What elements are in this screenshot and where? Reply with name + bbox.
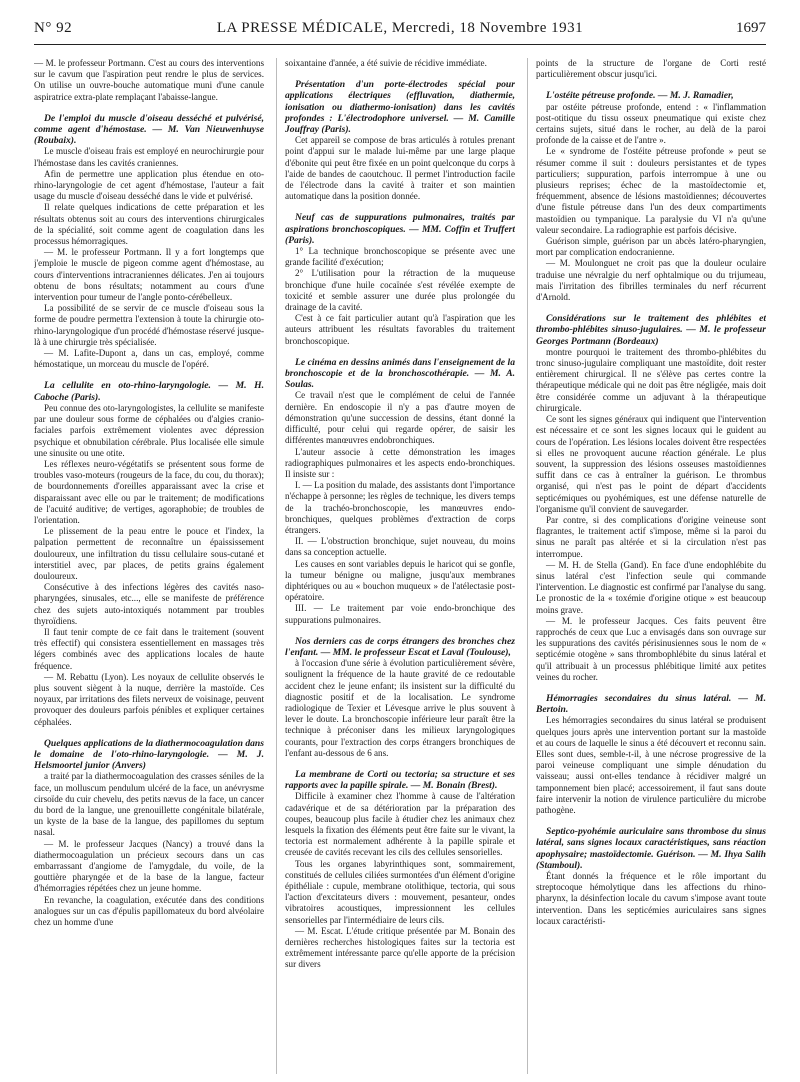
body-paragraph: La possibilité de se servir de ce muscle d'oiseau sous la forme de poudre permettra l'extension à toute la chirurgie oto-rhino-laryngologique d'un procédé d'hémostase réservé jusque-là à une chirurgie très spécialisée. bbox=[34, 303, 264, 347]
abstract-section bbox=[34, 380, 264, 727]
body-paragraph: Il faut tenir compte de ce fait dans le traitement (souvent très effectif) qui consistera essentiellement en massages très légers combinés avec des applications locales de haute fréquence. bbox=[34, 626, 264, 671]
body-paragraph: montre pourquoi le traitement des thrombo-phlébites du tronc sinuso-jugulaire compliquant une mastoïdite, doit rester entièrement chirurgical. Il ne s'élève pas certes contre la thérapeutique médicale qui ne doit pas être négligée, mais doit être considérée comme un adjuvant à la thérapeutique chirurgicale. bbox=[536, 346, 766, 413]
abstract-section bbox=[285, 769, 515, 971]
body-paragraph: Les causes en sont variables depuis le haricot qui se gonfle, la tumeur bénigne ou maligne, jusqu'aux membranes diphtériques ou au « bouchon muqueux » de l'atélectasie post-opératoire. bbox=[285, 558, 515, 603]
body-paragraph: — M. le professeur Portmann. C'est au cours des interventions sur le cavum que l'aspiration peut rendre le plus de services. On utilise un ouvre-bouche automatique muni d'une canule aspiratrice extra-plate remplaçant l'abaisse-langue. bbox=[34, 58, 264, 102]
body-paragraph: par ostéite pétreuse profonde, entend : « l'inflammation post-otitique du tissu osseux pneumatique qui existe chez certains sujets, situé dans le rocher, au delà de la paroi profonde de la caisse et de l'antre ». bbox=[536, 101, 766, 146]
abstract-section bbox=[536, 90, 766, 303]
abstract-section bbox=[34, 113, 264, 371]
abstract-section bbox=[536, 826, 766, 927]
abstract-section bbox=[536, 313, 766, 683]
body-paragraph: Afin de permettre une application plus étendue en oto-rhino-laryngologie de cet agent d'hémostase, l'auteur a fait usage du muscle d'oiseau desséché dans le vide et pulvérisé. bbox=[34, 168, 264, 202]
body-paragraph: — M. Escat. L'étude critique présentée par M. Bonain des dernières recherches histologiques faites sur la tectoria est extrêmement intéressante parce qu'elle apporte de la précision sur divers bbox=[285, 925, 515, 970]
abstract-section bbox=[34, 738, 264, 928]
abstract-heading: L'ostéite pétreuse profonde. — M. J. Ramadier, bbox=[546, 90, 734, 102]
abstract-heading: Neuf cas de suppurations pulmonaires, traités par aspirations bronchoscopiques. — MM. Coffin et Truffert (Paris). bbox=[285, 212, 515, 246]
abstract-heading: Présentation d'un porte-électrodes spécial pour applications électriques (effluvation, diathermie, ionisation ou diathermo-ionisation) dans les cavités profondes : L'électrodophore universel. — M. Camille Jouffray (Paris). bbox=[285, 79, 515, 136]
abstract-heading: Nos derniers cas de corps étrangers des bronches chez l'enfant. — MM. le professeur Escat et Laval (Toulouse), bbox=[285, 635, 515, 658]
column-left bbox=[34, 58, 264, 1074]
abstract-heading: Considérations sur le traitement des phlébites et thrombo-phlébites sinuso-jugulaires. — M. le professeur Georges Portmann (Bordeaux) bbox=[536, 313, 766, 347]
abstract-section bbox=[285, 58, 515, 69]
journal-title-date: LA PRESSE MÉDICALE, Mercredi, 18 Novembre 1931 bbox=[216, 20, 584, 36]
abstract-section bbox=[34, 58, 264, 103]
body-paragraph: I. — La position du malade, des assistants dont l'importance n'échappe à personne; les règles de technique, les divers temps de la trachéo-bronchoscopie, les manœuvres endo-bronchiques, quelques problèmes d'extraction de corps étrangers. bbox=[285, 480, 515, 535]
body-paragraph: Tous les organes labyrinthiques sont, sommairement, constitués de cellules ciliées surmontées d'un élément d'origine épithéliale : cupule, membrane otolithique, tectoria, qui sous l'action d'excitateurs divers : mouvement, pesanteur, ondes vibratoires acoustiques, impressionnent les cellules sensorielles par l'intermédiaire de leurs cils. bbox=[285, 858, 515, 925]
abstract-heading: La cellulite en oto-rhino-laryngologie. — M. H. Caboche (Paris). bbox=[34, 380, 264, 403]
body-paragraph: — M. le professeur Portmann. Il y a fort longtemps que j'emploie le muscle de pigeon comme agent d'hémostase, au cours d'interventions intracraniennes délicates. J'en ai toujours obtenu de bons résultats; notamment au cours d'une intervention pour tumeur de l'angle ponto-cérébelleux. bbox=[34, 247, 264, 303]
body-paragraph: Le plissement de la peau entre le pouce et l'index, la palpation permettent de reconnaître un épaississement douloureux, une infiltration du tissu cellulaire sous-cutané et interstitiel avec, par places, de petits grains également douloureux. bbox=[34, 526, 264, 581]
body-paragraph: L'auteur associe à cette démonstration les images radiographiques pulmonaires et les aspects endo-bronchiques. Il insiste sur : bbox=[285, 446, 515, 479]
body-paragraph: Guérison simple, guérison par un abcès latéro-pharyngien, mort par complication endocranienne. bbox=[536, 236, 766, 258]
body-paragraph: Par contre, si des complications d'origine veineuse sont flagrantes, le traitement actif s'impose, même si la paroi du sinus ne paraît pas altérée et si la circulation n'est pas interrompue. bbox=[536, 514, 766, 559]
abstract-heading: Quelques applications de la diathermocoagulation dans le domaine de l'oto-rhino-laryngologie. — M. J. Helsmoortel junior (Anvers) bbox=[34, 737, 264, 772]
body-paragraph: — M. Lafite-Dupont a, dans un cas, employé, comme hémostatique, un morceau du muscle de l'opéré. bbox=[34, 348, 264, 370]
abstract-heading: Le cinéma en dessins animés dans l'enseignement de la bronchoscopie et de la bronchoscothérapie. — M. A. Soulas. bbox=[285, 356, 515, 391]
body-paragraph: 2° L'utilisation pour la rétraction de la muqueuse bronchique d'une huile cocaïnée s'est révélée exempte de toxicité et semble assurer une durée plus prolongée du drainage de la cavité. bbox=[285, 268, 515, 313]
body-paragraph: Cet appareil se compose de bras articulés à rotules prenant point d'appui sur le malade lui-même par une large plaque d'ébonite qui peut être fixée en un point quelconque du corps à l'aide de bandes de caoutchouc. Il permet l'introduction facile de l'électrode dans la cavité à traiter et son maintien automatique dans la position donnée. bbox=[285, 135, 515, 202]
body-paragraph: points de la structure de l'organe de Corti resté particulièrement obscur jusqu'ici. bbox=[536, 58, 766, 80]
body-paragraph: — M. le professeur Jacques. Ces faits peuvent être rapprochés de ceux que Luc a envisagés dans son ouvrage sur les suppurations des cavités périsinusiennes sous le nom de « septicémie otogène » sans thrombophlébite du sinus latéral et qu'il attribuait à un processus phlébitique limité aux petites veines du rocher. bbox=[536, 615, 766, 682]
body-paragraph: 1° La technique bronchoscopique se présente avec une grande facilité d'exécution; bbox=[285, 246, 515, 268]
body-paragraph: Les hémorragies secondaires du sinus latéral se produisent quelques jours après une intervention portant sur la mastoïde et au cours de laquelle le sinus a été découvert et reconnu sain. Elles sont dues, semble-t-il, à une nécrose progressive de la paroi veineuse compliquant une simple dénudation du vaisseau; aussi ont-elles tendance à récidiver malgré un tamponnement bien placé; accessoirement, il faut sans doute faire intervenir la notion de virulence particulière du microbe pathogène. bbox=[536, 715, 766, 815]
body-paragraph: — M. Moulonguet ne croit pas que la douleur oculaire traduise une névralgie du nerf ophtalmique ou du trijumeau, mais l'irritation des fibrilles terminales du nerf récurrent d'Arnold. bbox=[536, 258, 766, 303]
abstract-section bbox=[285, 79, 515, 202]
body-paragraph: Difficile à examiner chez l'homme à cause de l'altération cadavérique et de sa détérioration par la préparation des coupes, beaucoup plus facile à étudier chez les animaux chez lesquels la fixation des éléments peut être faite sur le vivant, la tectoria est normalement adhérente à la papille spirale et creusée de cavités recevant les cils des cellules sensorielles. bbox=[285, 791, 515, 858]
body-paragraph: Consécutive à des infections légères des cavités naso-pharyngées, sinusales, etc..., elle se manifeste de préférence chez des sujets auto-intoxiqués notamment par troubles thyroïdiens. bbox=[34, 582, 264, 626]
issue-number: N° 92 bbox=[34, 20, 73, 36]
abstract-section bbox=[285, 636, 515, 759]
body-paragraph: C'est à ce fait particulier autant qu'à l'aspiration que les auteurs attribuent les résultats favorables du traitement bronchoscopique. bbox=[285, 313, 515, 346]
body-paragraph: III. — Le traitement par voie endo-bronchique des suppurations pulmonaires. bbox=[285, 603, 515, 625]
abstract-heading: De l'emploi du muscle d'oiseau desséché et pulvérisé, comme agent d'hémostase. — M. Van Nieuwenhuyse (Roubaix). bbox=[34, 112, 264, 147]
abstract-heading: La membrane de Corti ou tectoria; sa structure et ses rapports avec la papille spirale. — M. Bonain (Brest). bbox=[285, 768, 515, 792]
abstract-section bbox=[285, 357, 515, 626]
column-right bbox=[527, 58, 766, 1074]
body-paragraph: Peu connue des oto-laryngologistes, la cellulite se manifeste par une douleur sous forme de céphalées ou d'algies cranio-faciales parfois extrêmement violentes avec dépression psychique et obnubilation cérébrale. Plus localisée elle simule une sinusite ou une otite. bbox=[34, 402, 264, 458]
body-paragraph: à l'occasion d'une série à évolution particulièrement sévère, soulignent la fréquence de la haute gravité de ce redoutable accident chez le jeune enfant; ils insistent sur la difficulté du diagnostic positif et de la localisation. Le syndrome radiologique de Texier et Lévesque arrive le plus souvent à lever le doute. La bronchoscopie inférieure leur paraît être la technique à préconiser dans les milieux laryngologiques courants, pour l'extraction des corps étrangers bronchiques de l'enfant au-dessous de 6 ans. bbox=[285, 658, 515, 758]
body-paragraph: Ce travail n'est que le complément de celui de l'année dernière. En endoscopie il n'y a pas d'autre moyen de démonstration qu'une succession de dessins, étant donné la difficulté, pour celui qui regarde opérer, de saisir les différentes manœuvres endobronchiques. bbox=[285, 390, 515, 446]
article-columns bbox=[34, 58, 766, 1074]
body-paragraph: Le « syndrome de l'ostéite pétreuse profonde » peut se résumer comme il suit : douleurs persistantes et de types particuliers; suppuration, parfois interrompue à une ou plusieurs reprises; échec de la mastoïdectomie et, fréquemment, absence de lésions mastoïdiennes; découvertes d'une fistule pétreuse dans l'un des deux compartiments mastoïdien ou tympanique. La paralysie du VI n'a qu'une valeur secondaire. La radiographie est parfois décisive. bbox=[536, 146, 766, 235]
abstract-section bbox=[285, 212, 515, 346]
column-middle bbox=[276, 58, 515, 1074]
abstract-heading: Hémorragies secondaires du sinus latéral. — M. Bertoin. bbox=[536, 692, 766, 716]
body-paragraph: a traité par la diathermocoagulation des crasses séniles de la face, un molluscum pendulum ulcéré de la face, un anévrysme cirsoïde du cuir chevelu, des petits nævus de la face, un cancer du bord de la langue, une grenouillette congénitale bilatérale, un kyste de la base de la langue, des papillomes du septum nasal. bbox=[34, 771, 264, 838]
body-paragraph: Les réflexes neuro-végétatifs se présentent sous forme de troubles vaso-moteurs (rougeurs de la face, du cou, du thorax); de bourdonnements d'oreilles apparaissant avec la crise et disparaissant avec elle ou par le traitement; de modifications de l'acuité auditive; de vertiges, agoraphobie; de troubles de l'orientation. bbox=[34, 458, 264, 525]
body-paragraph: — M. H. de Stella (Gand). En face d'une endophlébite du sinus latéral c'est l'infection seule qui commande l'intervention. Le diagnostic est confirmé par l'analyse du sang. Le pronostic de la « toxémie d'origine otique » est beaucoup moins grave. bbox=[536, 559, 766, 615]
abstract-section bbox=[536, 693, 766, 816]
abstract-heading: Septico-pyohémie auriculaire sans thrombose du sinus latéral, sans signes locaux caractéristiques, sans réaction apophysaire; mastoïdectomie. Guérison. — M. Ihya Salih (Stamboul). bbox=[536, 826, 766, 871]
abstract-section bbox=[536, 58, 766, 80]
body-paragraph: — M. le professeur Jacques (Nancy) a trouvé dans la diathermocoagulation un précieux secours dans un cas embarrassant d'angiome de l'amygdale, du voile, de la gouttière pharyngée et de la base de la langue, facteur d'hémorragies répétées chez un jeune homme. bbox=[34, 838, 264, 894]
body-paragraph: II. — L'obstruction bronchique, sujet nouveau, du moins dans sa conception actuelle. bbox=[285, 536, 515, 558]
body-paragraph: Il relate quelques indications de cette préparation et les résultats obtenus soit au cours des interventions chirurgicales de la spécialité, soit comme agent de coagulation dans les processus hémorragiques. bbox=[34, 202, 264, 247]
body-paragraph: Ce sont les signes généraux qui indiquent que l'intervention est nécessaire et ce sont les signes locaux qui le guident au cours de l'opération. Les lésions locales doivent être respectées si elles ne provoquent aucune réaction générale. Le plus souvent, la suppression des lésions osseuses mastoïdiennes suffit dans ce cas à entraîner la guérison. Le thrombus organisé, qui n'est pas le point de départ d'accidents septicémiques ou pyohémiques, est une défense naturelle de l'organisme qu'il convient de sauvegarder. bbox=[536, 414, 766, 514]
body-paragraph: Étant donnés la fréquence et le rôle important du streptocoque hémolytique dans les affections du rhino-pharynx, la désinfection locale du cavum s'impose avant toute intervention. Dans les septicémies auriculaires sans signes locaux caractéristi- bbox=[536, 871, 766, 926]
page-header bbox=[34, 18, 766, 45]
body-paragraph: Le muscle d'oiseau frais est employé en neurochirurgie pour l'hémostase dans les cavités craniennes. bbox=[34, 146, 264, 168]
body-paragraph: — M. Rebattu (Lyon). Les noyaux de cellulite observés le plus souvent siègent à la nuque, derrière la mastoïde. Ces noyaux, par irritations des filets nerveux de voisinage, peuvent provoquer des douleurs parfois pénibles et expliquer certaines céphalées. bbox=[34, 671, 264, 727]
page-number: 1697 bbox=[736, 20, 766, 36]
body-paragraph: soixantaine d'année, a été suivie de récidive immédiate. bbox=[285, 58, 487, 68]
body-paragraph: En revanche, la coagulation, exécutée dans des conditions analogues sur un cas d'épulis papillomateux du bord alvéolaire chez un homme d'une bbox=[34, 894, 264, 928]
